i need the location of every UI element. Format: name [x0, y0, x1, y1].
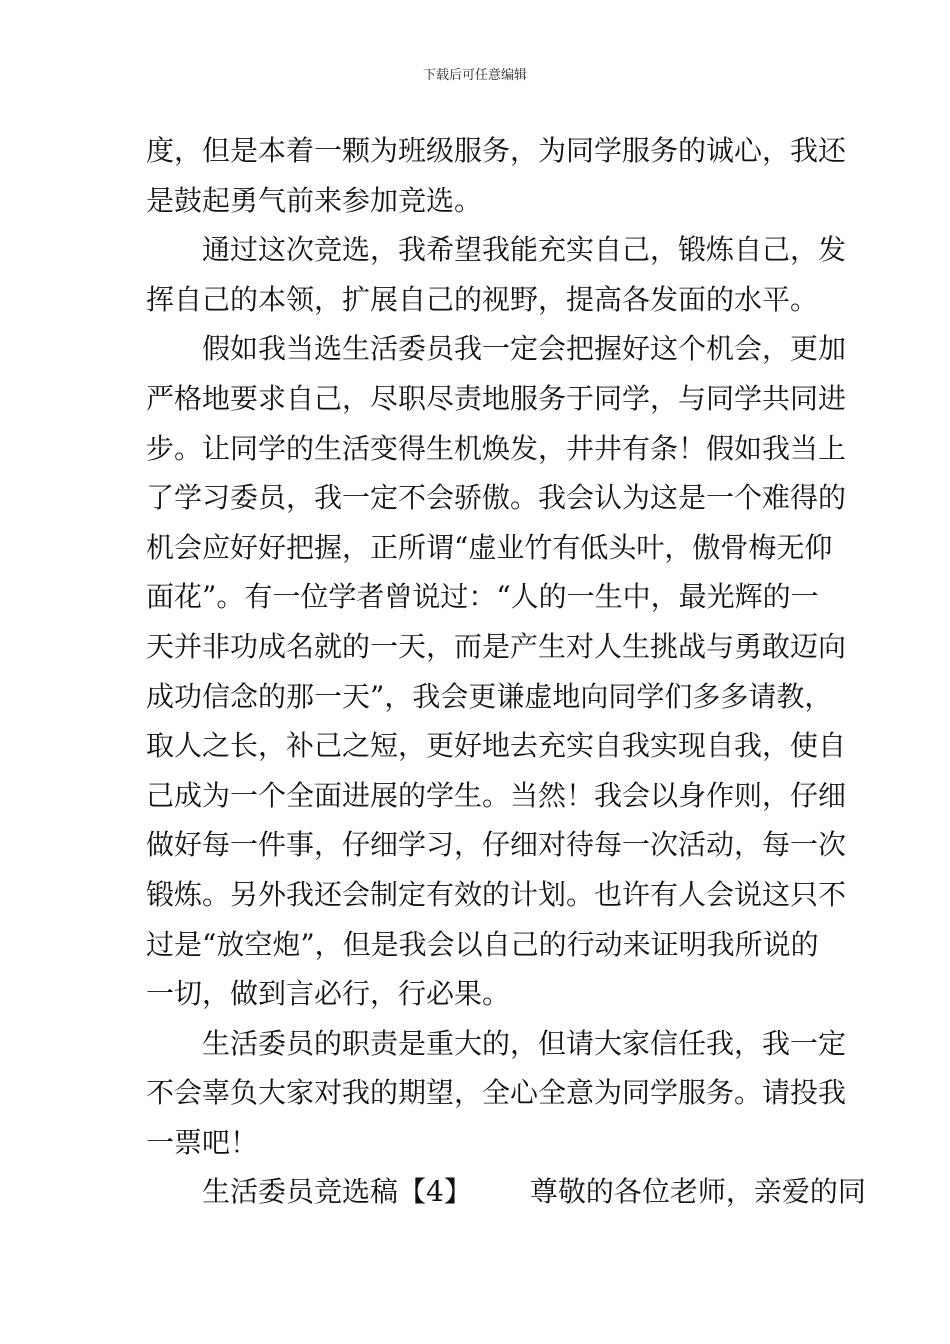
- text-line: 一切，做到言必行，行必果。: [146, 977, 511, 1011]
- body-text: [146, 126, 866, 1217]
- text-line: 面花”。有一位学者曾说过：“人的一生中，最光辉的一: [146, 580, 819, 614]
- text-line: 一票吧！: [146, 1125, 259, 1159]
- text-line: 假如我当选生活委员我一定会把握好这个机会，更加: [146, 332, 847, 366]
- text-line: 严格地要求自己，尽职尽责地服务于同学，与同学共同进: [146, 381, 847, 415]
- text-line: 了学习委员，我一定不会骄傲。我会认为这是一个难得的: [146, 481, 847, 515]
- text-line: 不会辜负大家对我的期望，全心全意为同学服务。请投我: [146, 1076, 847, 1110]
- text-line: 度，但是本着一颗为班级服务，为同学服务的诚心，我还: [146, 134, 847, 167]
- text-line: 锻炼。另外我还会制定有效的计划。也许有人会说这只不: [146, 877, 847, 911]
- header-note: 下载后可任意编辑: [422, 68, 527, 83]
- text-line: 生活委员的职责是重大的，但请大家信任我，我一定: [146, 1026, 847, 1060]
- text-line: 取人之长，补己之短，更好地去充实自我实现自我，使自: [146, 729, 847, 763]
- text-line: 己成为一个全面进展的学生。当然！我会以身作则，仔细: [146, 778, 847, 812]
- text-line: 过是“放空炮”，但是我会以自己的行动来证明我所说的: [146, 927, 819, 961]
- section-heading-line: [146, 1167, 866, 1217]
- text-line: 做好每一件事，仔细学习，仔细对待每一次活动，每一次: [146, 828, 847, 862]
- text-line: 通过这次竞选，我希望我能充实自己，锻炼自己，发: [146, 233, 847, 267]
- text-line: 机会应好好把握，正所谓“虚业竹有低头叶，傲骨梅无仰: [146, 530, 833, 564]
- section-heading: 生活委员竞选稿【4】: [202, 1175, 472, 1209]
- text-line: 是鼓起勇气前来参加竞选。: [146, 183, 483, 217]
- text-line: 天并非功成名就的一天，而是产生对人生挑战与勇敢迈向: [146, 629, 847, 663]
- text-line: 成功信念的那一天”，我会更谦虚地向同学们多多请教，: [146, 679, 833, 713]
- text-line: 挥自己的本领，扩展自己的视野，提高各发面的水平。: [146, 282, 819, 316]
- text-line: 步。让同学的生活变得生机焕发，井井有条！假如我当上: [146, 431, 847, 465]
- greeting-text: 尊敬的各位老师，亲爱的同: [529, 1175, 866, 1209]
